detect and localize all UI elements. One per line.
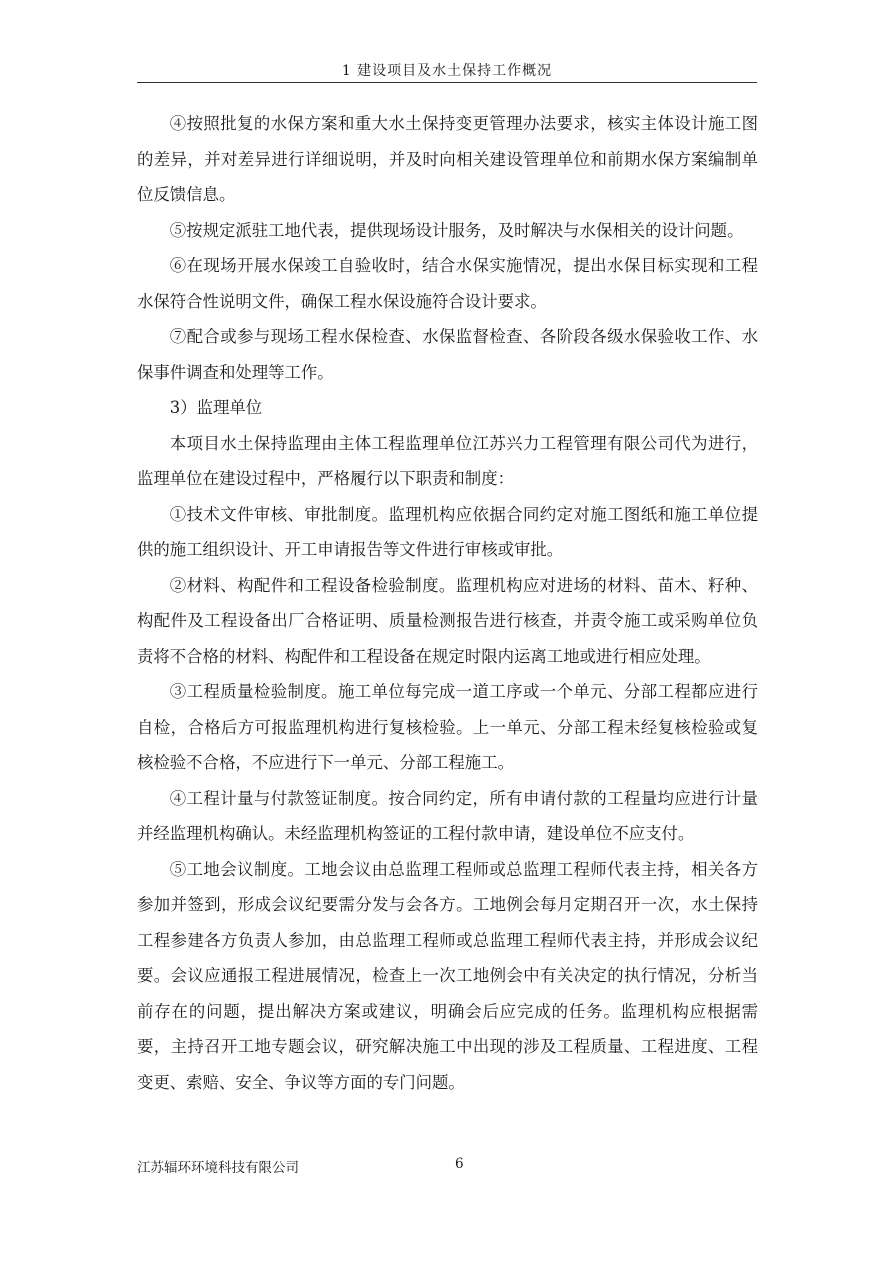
paragraph-supervision-item-1: ①技术文件审核、审批制度。监理机构应依据合同约定对施工图纸和施工单位提供的施工组织设计、开工申请报告等文件进行审核或审批。 — [137, 504, 758, 559]
section-heading-supervision: 3）监理单位 — [169, 398, 263, 417]
paragraph-supervision-item-5: ⑤工地会议制度。工地会议由总监理工程师或总监理工程师代表主持，相关各方参加并签到，形成会议纪要需分发与会各方。工地例会每月定期召开一次，水土保持工程参建各方负责人参加，由总监理工程师或总监理工程师代表主持，并形成会议纪要。会议应通报工程进展情况，检查上一次工地例会中有关决定的执行情况，分析当前存在的问题，提出解决方案或建议，明确会后应完成的任务。监理机构应根据需要，主持召开工地专题会议，研究解决施工中出现的涉及工程质量、工程进度、工程变更、索赔、安全、争议等方面的专门问题。 — [137, 859, 758, 1092]
footer-company: 江苏辐环环境科技有限公司 — [137, 1160, 299, 1176]
header-divider — [137, 82, 757, 83]
paragraph-supervision-intro: 本项目水土保持监理由主体工程监理单位江苏兴力工程管理有限公司代为进行，监理单位在建设过程中，严格履行以下职责和制度： — [137, 433, 758, 488]
page-number: 6 — [455, 1156, 464, 1172]
paragraph-design-item-6: ⑥在现场开展水保竣工自验收时，结合水保实施情况，提出水保目标实现和工程水保符合性说明文件，确保工程水保设施符合设计要求。 — [137, 256, 758, 311]
paragraph-supervision-item-2: ②材料、构配件和工程设备检验制度。监理机构应对进场的材料、苗木、籽种、构配件及工程设备出厂合格证明、质量检测报告进行核查，并责令施工或采购单位负责将不合格的材料、构配件和工程设备在规定时限内运离工地或进行相应处理。 — [137, 575, 758, 666]
paragraph-supervision-item-3: ③工程质量检验制度。施工单位每完成一道工序或一个单元、分部工程都应进行自检，合格后方可报监理机构进行复核检验。上一单元、分部工程未经复核检验或复核检验不合格，不应进行下一单元、分部工程施工。 — [137, 682, 758, 772]
paragraph-supervision-item-4: ④工程计量与付款签证制度。按合同约定，所有申请付款的工程量均应进行计量并经监理机构确认。未经监理机构签证的工程付款申请，建设单位不应支付。 — [137, 788, 758, 843]
running-header: 1 建设项目及水土保持工作概况 — [341, 63, 553, 79]
body-text — [137, 106, 758, 1100]
paragraph-design-item-4: ④按照批复的水保方案和重大水土保持变更管理办法要求，核实主体设计施工图的差异，并对差异进行详细说明，并及时向相关建设管理单位和前期水保方案编制单位反馈信息。 — [137, 114, 758, 204]
paragraph-design-item-5: ⑤按规定派驻工地代表，提供现场设计服务，及时解决与水保相关的设计问题。 — [169, 220, 744, 240]
paragraph-design-item-7: ⑦配合或参与现场工程水保检查、水保监督检查、各阶段各级水保验收工作、水保事件调查和处理等工作。 — [137, 327, 758, 382]
